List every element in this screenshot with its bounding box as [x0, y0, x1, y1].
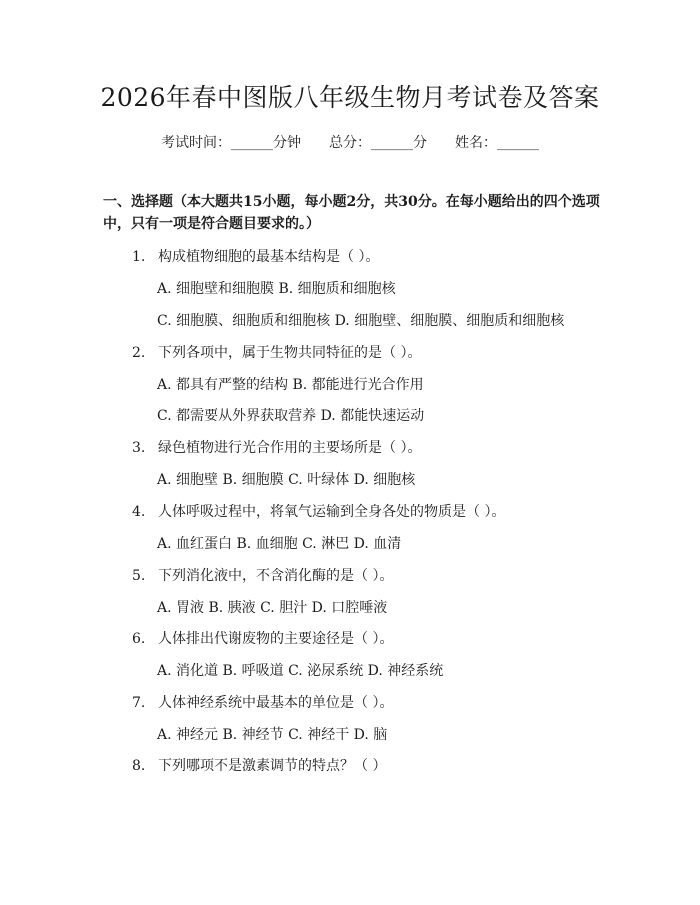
student-name-field: 姓名：______ — [455, 135, 539, 151]
question-5-options-row-1: A. 胃液 B. 胰液 C. 胆汁 D. 口腔唾液 — [157, 600, 388, 616]
question-number: 4. — [132, 504, 146, 520]
question-text: 下列消化液中，不含消化酶的是（ ）。 — [158, 568, 394, 584]
question-2 — [132, 342, 421, 362]
total-score-field: 总分：______分 — [329, 135, 427, 151]
question-number: 5. — [132, 568, 146, 584]
question-number: 7. — [132, 695, 146, 711]
question-2-options-row-1: A. 都具有严整的结构 B. 都能进行光合作用 — [157, 377, 424, 393]
question-7-options-row-1: A. 神经元 B. 神经节 C. 神经干 D. 脑 — [157, 727, 388, 743]
question-8 — [132, 755, 386, 775]
question-text: 绿色植物进行光合作用的主要场所是（ ）。 — [158, 440, 422, 456]
question-number: 3. — [132, 440, 146, 456]
section-header: 一、选择题（本大题共15小题，每小题2分，共30分。在每小题给出的四个选项中，只有一项是符合题目要求的。） — [103, 194, 600, 232]
question-text: 人体神经系统中最基本的单位是（ ）。 — [158, 695, 394, 711]
question-6-options-row-1: A. 消化道 B. 呼吸道 C. 泌尿系统 D. 神经系统 — [157, 663, 444, 679]
question-text: 下列哪项不是激素调节的特点？（ ） — [158, 758, 387, 774]
question-text: 构成植物细胞的最基本结构是（ ）。 — [158, 249, 380, 265]
question-1-options-row-2: C. 细胞膜、细胞质和细胞核 D. 细胞壁、细胞膜、细胞质和细胞核 — [157, 313, 565, 329]
question-text: 下列各项中，属于生物共同特征的是（ ）。 — [158, 345, 422, 361]
question-number: 6. — [132, 631, 146, 647]
question-4-options-row-1: A. 血红蛋白 B. 血细胞 C. 淋巴 D. 血清 — [157, 536, 402, 552]
question-4 — [132, 501, 505, 521]
question-text: 人体排出代谢废物的主要途径是（ ）。 — [158, 631, 394, 647]
question-3 — [132, 437, 421, 457]
question-number: 2. — [132, 345, 146, 361]
exam-info-line — [0, 132, 700, 152]
question-text: 人体呼吸过程中，将氧气运输到全身各处的物质是（ ）。 — [158, 504, 506, 520]
question-1-options-row-1: A. 细胞壁和细胞膜 B. 细胞质和细胞核 — [157, 281, 396, 297]
question-number: 8. — [132, 758, 146, 774]
exam-time-field: 考试时间：______分钟 — [161, 135, 301, 151]
question-6 — [132, 628, 393, 648]
question-1 — [132, 246, 379, 266]
page-title: 2026年春中图版八年级生物月考试卷及答案 — [100, 83, 600, 112]
question-5 — [132, 565, 393, 585]
question-2-options-row-2: C. 都需要从外界获取营养 D. 都能快速运动 — [157, 408, 425, 424]
question-7 — [132, 692, 393, 712]
question-3-options-row-1: A. 细胞壁 B. 细胞膜 C. 叶绿体 D. 细胞核 — [157, 472, 416, 488]
question-number: 1. — [132, 249, 146, 265]
